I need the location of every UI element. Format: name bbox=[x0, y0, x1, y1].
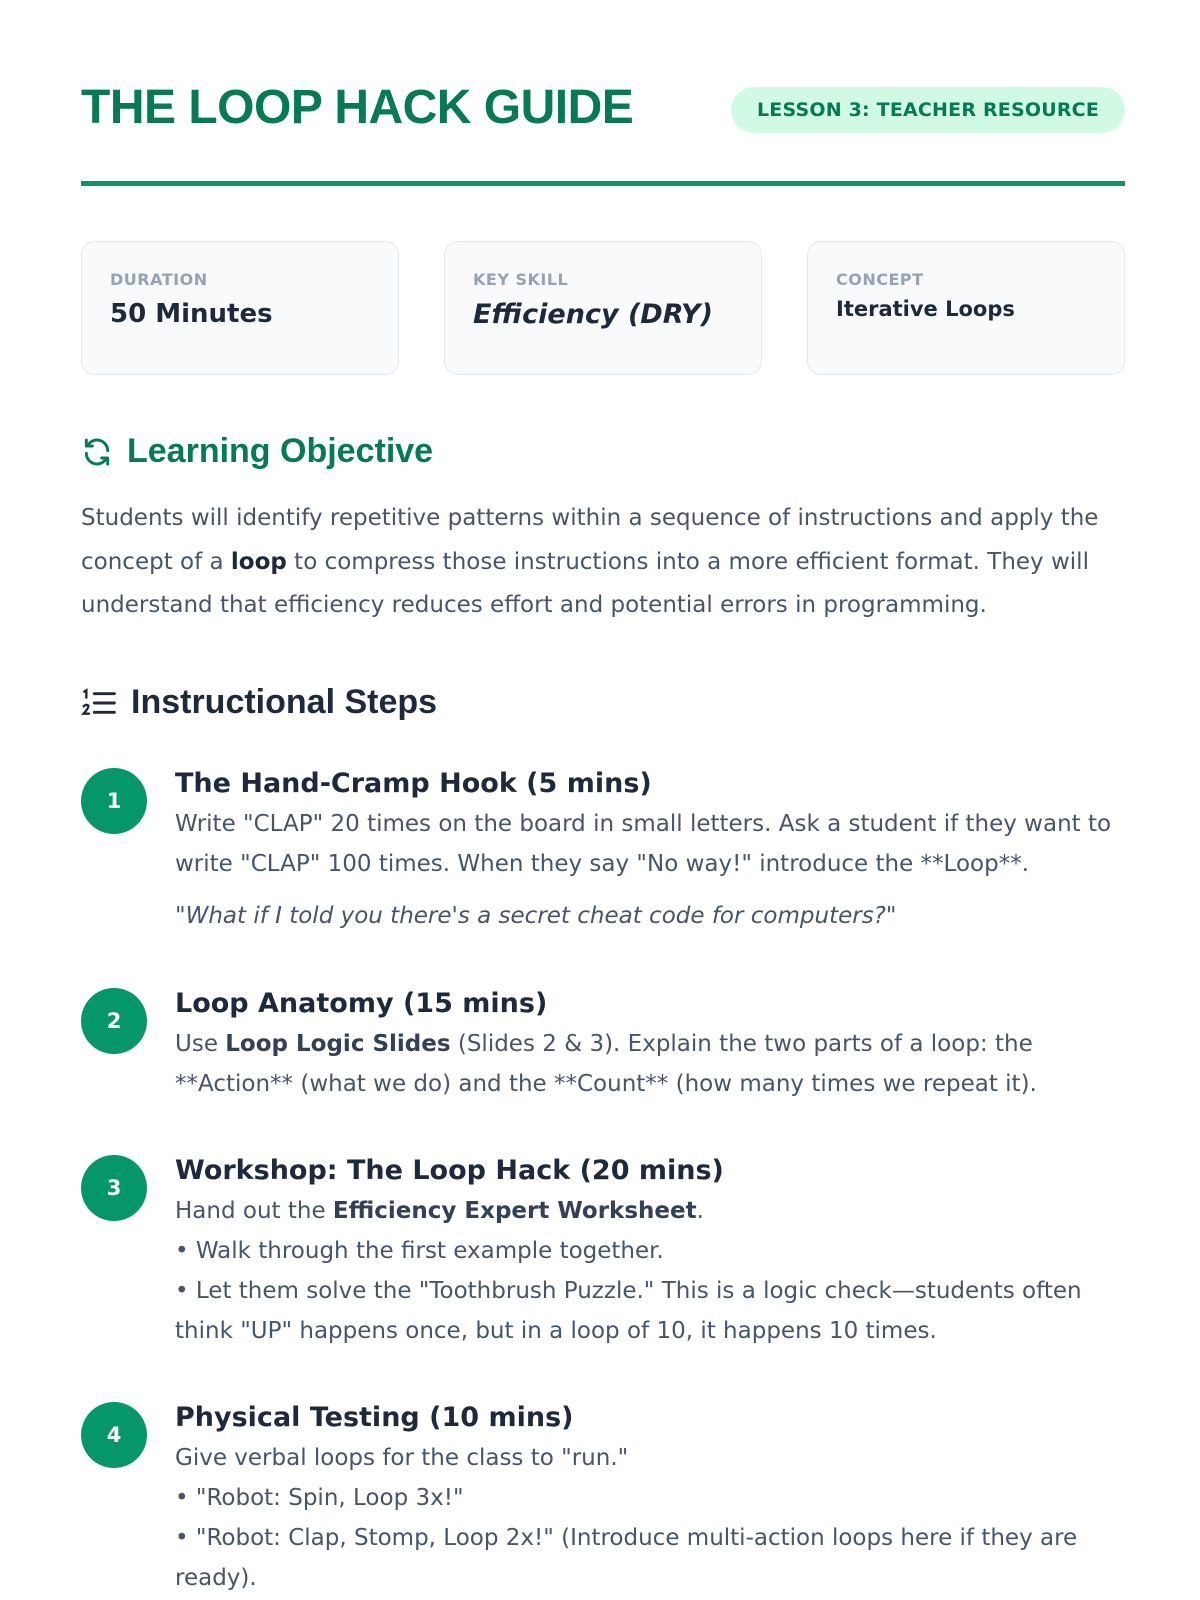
objective-text-part: to compress those instructions into a more efficient format. They will understand that efficiency reduces effort and potential errors in programming. bbox=[81, 548, 1089, 618]
steps-title: Instructional Steps bbox=[131, 683, 438, 721]
step-number-badge: 1 bbox=[81, 768, 147, 834]
header-divider bbox=[81, 181, 1125, 186]
step-title: The Hand-Cramp Hook (5 mins) bbox=[175, 768, 652, 799]
key-skill-value: Efficiency (DRY) bbox=[473, 299, 713, 330]
step-text: Give verbal loops for the class to "run." bbox=[175, 1445, 629, 1471]
step-body bbox=[175, 984, 1125, 1104]
key-skill-card bbox=[444, 241, 762, 375]
step-title: Loop Anatomy (15 mins) bbox=[175, 988, 548, 1019]
resource-name: Efficiency Expert Worksheet bbox=[332, 1198, 697, 1224]
steps-heading bbox=[81, 683, 437, 722]
step-text-part: (Slides 2 & 3). Explain the two parts of a loop: the **Action** (what we do) and the **Count** (how many times we repeat it). bbox=[175, 1031, 1037, 1097]
info-cards bbox=[81, 241, 1125, 377]
page-title: THE LOOP HACK GUIDE bbox=[81, 81, 634, 134]
duration-card bbox=[81, 241, 399, 375]
duration-value: 50 Minutes bbox=[110, 299, 273, 329]
step-bullet: • "Robot: Clap, Stomp, Loop 2x!" (Introduce multi-action loops here if they are ready). bbox=[175, 1525, 1078, 1591]
refresh-icon bbox=[81, 436, 113, 468]
resource-name: Loop Logic Slides bbox=[225, 1031, 451, 1057]
step-title: Physical Testing (10 mins) bbox=[175, 1402, 574, 1433]
step-number-badge: 2 bbox=[81, 988, 147, 1054]
objective-heading bbox=[81, 432, 433, 471]
step-body bbox=[175, 1398, 1125, 1598]
step-number-badge: 3 bbox=[81, 1155, 147, 1221]
objective-text-part: Students will identify repetitive patterns within a sequence of instructions and apply the concept of a bbox=[81, 505, 1099, 575]
step-bullet: • Let them solve the "Toothbrush Puzzle." This is a logic check—students often think "UP" happens once, but in a loop of 10, it happens 10 times. bbox=[175, 1278, 1082, 1344]
step-text-part: Use bbox=[175, 1031, 226, 1057]
numbered-list-icon bbox=[81, 687, 117, 719]
page-header bbox=[81, 76, 1125, 148]
step-body bbox=[175, 1151, 1125, 1351]
duration-label: DURATION bbox=[110, 270, 208, 289]
step-text-part: . bbox=[696, 1198, 704, 1224]
step-title: Workshop: The Loop Hack (20 mins) bbox=[175, 1155, 724, 1186]
objective-text bbox=[81, 497, 1125, 628]
step-text bbox=[175, 1024, 1125, 1104]
step-quote: "What if I told you there's a secret cheat code for computers?" bbox=[175, 903, 897, 929]
step-number-badge: 4 bbox=[81, 1402, 147, 1468]
key-skill-label: KEY SKILL bbox=[473, 270, 569, 289]
lesson-badge: LESSON 3: TEACHER RESOURCE bbox=[731, 87, 1125, 133]
step-text bbox=[175, 1191, 1125, 1231]
step-bullet: • Walk through the first example together. bbox=[175, 1238, 664, 1264]
step-bullet: • "Robot: Spin, Loop 3x!" bbox=[175, 1485, 464, 1511]
objective-keyword: loop bbox=[230, 548, 287, 575]
step-text: Write "CLAP" 20 times on the board in small letters. Ask a student if they want to write "CLAP" 100 times. When they say "No way!" introduce the **Loop**. bbox=[175, 811, 1112, 877]
concept-label: CONCEPT bbox=[836, 270, 924, 289]
step-body bbox=[175, 764, 1125, 936]
concept-value: Iterative Loops bbox=[836, 297, 1015, 321]
objective-title: Learning Objective bbox=[127, 432, 434, 470]
concept-card bbox=[807, 241, 1125, 375]
step-text-part: Hand out the bbox=[175, 1198, 333, 1224]
